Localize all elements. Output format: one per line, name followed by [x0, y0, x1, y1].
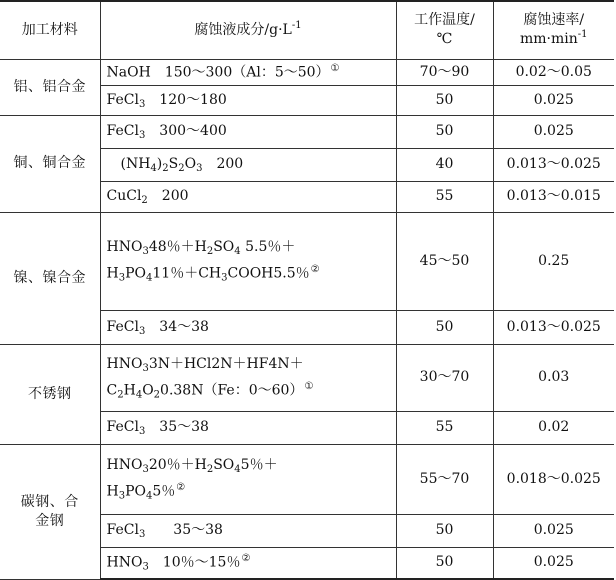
- footnote-mark: ②: [310, 264, 320, 276]
- formula-subscript: 3: [196, 163, 203, 175]
- header-temperature-label: 工作温度/: [414, 12, 475, 29]
- composition-line: [107, 481, 390, 502]
- formula-part: FeCl: [106, 522, 139, 539]
- formula-subscript: 3: [142, 246, 149, 258]
- composition-cell: [100, 181, 396, 212]
- formula-subscript: 2: [117, 389, 124, 401]
- formula-subscript: 3: [142, 362, 149, 374]
- header-rate-exponent: -1: [577, 29, 588, 41]
- composition-cell: [100, 514, 396, 547]
- formula-subscript: 4: [146, 272, 153, 284]
- formula-part: (NH: [120, 156, 151, 173]
- formula-part: HNO: [106, 457, 143, 474]
- formula-part: HNO: [106, 239, 143, 256]
- formula-part: SO: [213, 457, 235, 474]
- formula-part: ): [156, 156, 163, 173]
- temperature-cell: 40: [396, 148, 493, 181]
- formula-part: 200: [147, 188, 189, 205]
- formula-subscript: 4: [150, 163, 157, 175]
- rate-cell: 0.03: [493, 344, 614, 411]
- formula-part: O: [142, 382, 154, 399]
- formula-part: H: [123, 382, 136, 399]
- formula-subscript: 2: [178, 163, 185, 175]
- temperature-cell: 70～90: [396, 59, 493, 85]
- formula-part: 11％＋CH: [152, 265, 222, 282]
- formula-subscript: 4: [234, 464, 241, 476]
- formula-subscript: 3: [118, 272, 126, 284]
- formula-part: PO: [125, 265, 146, 282]
- composition-line: [107, 380, 390, 401]
- formula-subscript: 3: [138, 98, 146, 110]
- temperature-cell: 50: [396, 514, 493, 547]
- temperature-cell: 55: [396, 411, 493, 444]
- formula-part: CuCl: [106, 188, 142, 205]
- formula-part: 10％～15％: [148, 555, 241, 572]
- composition-cell: [100, 344, 396, 411]
- table-row: [0, 212, 614, 310]
- composition-cell: [100, 444, 396, 514]
- formula-part: H: [106, 483, 119, 500]
- composition-line: [107, 263, 390, 284]
- temperature-cell: 30～70: [396, 344, 493, 411]
- header-material: 加工材料: [0, 1, 100, 59]
- temperature-cell: 50: [396, 85, 493, 115]
- composition-line: [107, 238, 390, 257]
- formula-part: HNO: [106, 555, 143, 572]
- material-label-line: 碳钢、合: [20, 493, 79, 510]
- formula-part: 34～38: [145, 318, 209, 335]
- header-composition: [100, 1, 396, 59]
- rate-cell: 0.018～0.025: [493, 444, 614, 514]
- formula-part: 120～180: [145, 91, 227, 108]
- composition-text: NaOH 150～300（Al：5～50）: [106, 64, 330, 81]
- footnote-mark: ②: [241, 553, 251, 565]
- composition-cell: [100, 310, 396, 344]
- formula-part: 3N＋HCl2N＋HF4N＋: [148, 355, 304, 372]
- formula-subscript: 2: [162, 163, 169, 175]
- formula-part: FeCl: [106, 123, 139, 140]
- formula-part: S: [168, 156, 179, 173]
- rate-cell: 0.025: [493, 85, 614, 115]
- table-row: [0, 444, 614, 514]
- rate-cell: 0.013～0.025: [493, 148, 614, 181]
- material-carbon-alloy-steel: [0, 444, 100, 579]
- material-label-line: 金钢: [35, 512, 65, 529]
- header-temperature: [396, 1, 493, 59]
- rate-cell: 0.25: [493, 212, 614, 310]
- formula-part: 200: [202, 156, 244, 173]
- composition-cell: [100, 212, 396, 310]
- formula-part: FeCl: [106, 318, 139, 335]
- formula-part: FeCl: [106, 419, 139, 436]
- composition-line: [107, 355, 390, 374]
- formula-subscript: 2: [206, 246, 214, 258]
- formula-part: C: [106, 382, 118, 399]
- formula-subscript: 3: [142, 562, 149, 574]
- header-temperature-unit: ℃: [436, 31, 453, 48]
- temperature-cell: 50: [396, 547, 493, 579]
- temperature-cell: 50: [396, 115, 493, 148]
- header-rate-unit: mm·min: [519, 31, 578, 48]
- formula-subscript: 4: [146, 490, 153, 502]
- material-aluminum: 铝、铝合金: [0, 59, 100, 115]
- rate-cell: 0.025: [493, 514, 614, 547]
- rate-cell: 0.02～0.05: [493, 59, 614, 85]
- header-rate-label: 腐蚀速率/: [523, 12, 585, 29]
- formula-part: 0.38N（Fe：0～60）: [160, 382, 304, 399]
- formula-part: O: [184, 156, 197, 173]
- footnote-mark: ①: [330, 62, 340, 74]
- formula-part: 20％＋H: [148, 457, 207, 474]
- table-row: [0, 344, 614, 411]
- temperature-cell: 50: [396, 310, 493, 344]
- composition-cell: [100, 115, 396, 148]
- formula-subscript: 4: [135, 389, 143, 401]
- formula-part: PO: [125, 483, 146, 500]
- formula-subscript: 3: [221, 272, 228, 284]
- formula-part: 35～38: [145, 522, 223, 539]
- formula-subscript: 3: [138, 325, 146, 337]
- temperature-cell: 55～70: [396, 444, 493, 514]
- header-composition-label: 腐蚀液成分/g·L: [194, 21, 292, 38]
- rate-cell: 0.013～0.025: [493, 310, 614, 344]
- formula-subscript: 3: [138, 426, 146, 438]
- footnote-mark: ①: [304, 380, 314, 392]
- composition-cell: [100, 547, 396, 579]
- formula-part: FeCl: [106, 91, 139, 108]
- composition-cell: [100, 148, 396, 181]
- rate-cell: 0.013～0.015: [493, 181, 614, 212]
- formula-part: H: [106, 265, 119, 282]
- formula-part: 300～400: [145, 123, 227, 140]
- composition-cell: [100, 85, 396, 115]
- formula-subscript: 2: [206, 464, 214, 476]
- temperature-cell: 55: [396, 181, 493, 212]
- formula-part: 5％＋: [240, 457, 278, 474]
- formula-subscript: 3: [118, 490, 126, 502]
- rate-cell: 0.025: [493, 115, 614, 148]
- rate-cell: 0.025: [493, 547, 614, 579]
- composition-line: [107, 456, 390, 475]
- formula-subscript: 3: [138, 529, 146, 541]
- formula-part: 5％: [152, 483, 176, 500]
- formula-subscript: 3: [142, 464, 149, 476]
- formula-part: 5.5％＋: [240, 239, 296, 256]
- formula-subscript: 2: [153, 389, 161, 401]
- material-nickel: 镍、镍合金: [0, 212, 100, 344]
- formula-subscript: 2: [141, 195, 148, 207]
- temperature-cell: 45～50: [396, 212, 493, 310]
- composition-cell: [100, 411, 396, 444]
- header-composition-exponent: -1: [291, 19, 302, 31]
- material-copper: 铜、铜合金: [0, 115, 100, 212]
- rate-cell: 0.02: [493, 411, 614, 444]
- formula-subscript: 3: [138, 130, 146, 142]
- formula-part: COOH5.5％: [227, 265, 310, 282]
- table-row: [0, 115, 614, 148]
- formula-part: SO: [213, 239, 235, 256]
- footnote-mark: ②: [176, 482, 186, 494]
- composition-cell: [100, 59, 396, 85]
- formula-part: 35～38: [145, 419, 209, 436]
- formula-subscript: 4: [234, 246, 241, 258]
- header-rate: [493, 1, 614, 59]
- formula-part: 48％＋H: [148, 239, 207, 256]
- table-row: [0, 59, 614, 85]
- material-stainless-steel: 不锈钢: [0, 344, 100, 444]
- formula-part: HNO: [106, 355, 143, 372]
- header-row: [0, 1, 614, 59]
